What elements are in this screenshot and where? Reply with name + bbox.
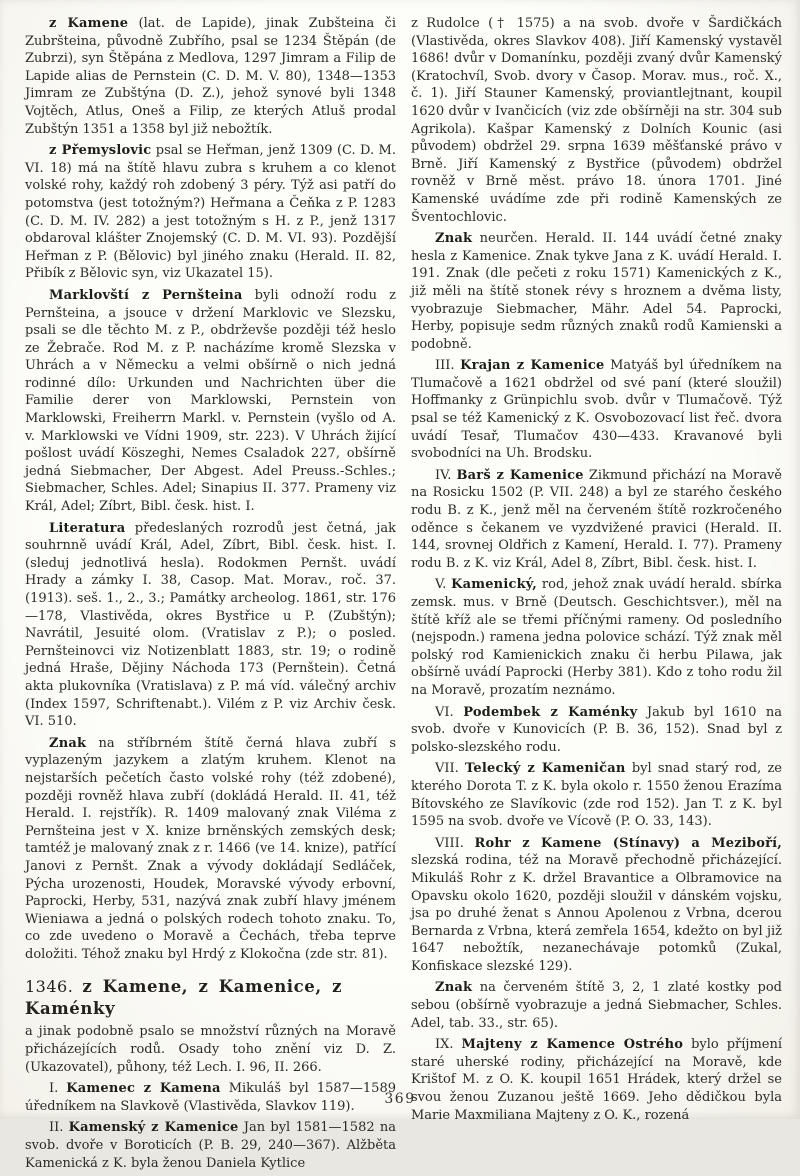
para-lead: Znak [435, 231, 473, 247]
para-text: na červeném štítě 3, 2, 1 zlaté kostky pod sebou (obšírně vyobrazuje a jedná Siebmacher, Schles. Adel, tab. 33., str. 65). [411, 980, 782, 1031]
para-text: z Rudolce († 1575) a na svob. dvoře v Šardičkách (Vlastivěda, okres Slavkov 408). Jiří Kamenský vystavěl 1686! dvůr v Domanínku, později zvaný dvůr Kamenský (Kratochvíl, Svob. dvory v Časop. Morav. mus., roč. X., č. 1). Jiří Stauner Kamenský, proviantlejtnant, koupil 1620 dvůr v Ivančicích (viz zde obšírněji na str. 304 sub Agrikola). Kašpar Kamenský z Dolních Kounic (asi původem) obdržel 29. srpna 1639 měšťanské právo v Brně. Jiří Kamenský z Bystřice (původem) obdržel rovněž v Brně měst. právo 18. února 1701. Jiné Kamenské uvádíme zde při rodině Kamenských ze Šventochlovic. [411, 16, 782, 225]
entry-lead: Kamenec z Kamena [66, 1081, 221, 1097]
entry-number: VII. [435, 761, 466, 777]
entry-lead: Kamenský z Kamenice [68, 1120, 239, 1136]
entry-number: VIII. [435, 835, 475, 851]
para-text: byli odnoží rodu z Pernšteina, a jsouce v držení Marklovic ve Slezsku, psali se dle těchto M. z P., obdrževše později též heslo ze Žebrače. Rod M. z P. nacházíme kromě Slezska v Uhrách a v Německu a velmi obšírně o nich jedná rodinné dílo: Urkunden und Nachrichten über die Familie derer von Marklowski, Pernstein von Marklowski, Freiherrn Markl. v. Pernstein (vyšlo od A. v. Marklowski ve Vídni 1909, str. 223). V Uhrách žijící pošlost uvádí Köszeghi, Nemes Csaladok 227, obšírně jedná Siebmacher, Der Abgest. Adel Preuss.-Schles.; Siebmacher, Schles. Adel; Sinapius II. 377. Prameny viz Král, Adel; Zíbrt, Bibl. česk. hist. I. [25, 287, 396, 515]
entry-vii-telecky [411, 760, 782, 830]
para-lead: z Přemyslovic [49, 143, 152, 159]
para-lead: Literatura [49, 520, 126, 536]
para-text: neurčen. Herald. II. 144 uvádí četné znaky hesla z Kamenice. Znak tykve Jana z K. uvádí Herald. I. 191. Znak (dle pečeti z roku 1571) Kamenických z K., již měli na štítě stonek révy s hroznem a dvěma listy, vyobrazuje Siebmacher, Mähr. Adel 54. Paprocki, Herby, popisuje sedm různých znaků rodů Kamienski a podobně. [411, 231, 782, 352]
entry-viii-rohr [411, 835, 782, 976]
right-column [411, 15, 782, 1176]
entry-number: IV. [435, 467, 457, 483]
entry-text: rod, jehož znak uvádí herald. sbírka zemsk. mus. v Brně (Deutsch. Geschichtsver.), měl na štítě kříž ale se třemi příčnými rameny. Od posledního (nejspodn.) ramena jedna polovice schází. Týž znak měl polský rod Kamienickich znaku či herbu Pilawa, jak obšírně uvádí Paprocki (Herby 381). Kdo z toho rodu žil na Moravě, prozatím neznámo. [411, 577, 782, 698]
entry-number: II. [49, 1120, 69, 1136]
para-lead: Marklovští z Pernšteina [49, 287, 243, 303]
entry-lead: Majteny z Kamence Ostrého [461, 1037, 684, 1053]
entry-lead: Rohr z Kamene (Stínavy) a Meziboří, [474, 835, 783, 851]
para-text: na stříbrném štítě černá hlava zubří s vyplazeným jazykem a zlatým kruhem. Klenot na nejstarších pečetích často volské rohy (též zdobené), později rovněž hlava zubří (dokládá Herald. II. 41, též Herald. I. rejstřík). R. 1409 malovaný znak Viléma z Pernšteina jest v X. knize brněnských zemských desk; tamtéž je malovaný znak z r. 1466 (ve 14. knize), patřící Janovi z Pernšt. Znak a vývody dokládají Sedláček, Pýcha urozenosti, Houdek, Moravské vývody erbovní, Paprocki, Herby, 531, nazývá znak zubří hlavy jménem Wieniawa a jedná o polských rodech tohoto znaku. To, co zde uvedeno o Moravě a Čechách, třeba teprve doložiti. Téhož znaku byl Hrdý z Klokočna (zde str. 81). [25, 735, 396, 962]
two-column-text [25, 15, 782, 1176]
entry-ii-kamensky [25, 1119, 396, 1172]
section-intro [25, 1023, 396, 1076]
left-column [25, 15, 396, 1176]
para-text: psal se Heřman, jenž 1309 (C. D. M. VI. 18) má na štítě hlavu zubra s kruhem a co klenot volské rohy, každý roh zdobený 3 péry. Týž asi patří do potomstva (jest totožným?) Heřmana a Čeňka z P. 1283 (C. D. M. IV. 282) a jest totožným s H. z P., jenž 1317 obdaroval klášter Znojemský (C. D. M. VI. 93). Pozdější Heřman z P. (Bělovic) byl jiného znaku (Herald. II. 82, Přibík z Bělovic syn, viz Ukazatel 15). [25, 143, 396, 282]
para-znak-pernstein [25, 735, 396, 964]
para-lead: z Kamene [49, 16, 129, 31]
para-lead: Znak [49, 735, 87, 751]
para-z-kamene [25, 15, 396, 138]
para-znak-neurcen [411, 230, 782, 353]
entry-lead: Barš z Kamenice [456, 467, 584, 483]
entry-text: Matyáš byl úředníkem na Tlumačově a 1621 obdržel od své paní (které sloužil) Hoffmanky z Grünpichlu svob. dvůr v Tlumačově. Týž psal se též Kamenický z K. Osvobozovací list řeč. dvora uvádí Tesař, Tlumačov 430—433. Kravanové byli svobodníci na Uh. Brodsku. [411, 358, 783, 462]
entry-number: V. [435, 577, 452, 593]
column-continuation [411, 15, 782, 226]
entry-text: byl snad starý rod, ze kterého Dorota T. z K. byla okolo r. 1550 ženou Erazíma Bítovského ze Slavíkovic (zde rod 152). Jan T. z K. byl 1595 na svob. dvoře ve Vícově (P. O. 33, 143). [411, 761, 782, 830]
section-number: 1346. [25, 977, 74, 997]
para-literatura [25, 520, 396, 731]
para-marklovsti [25, 287, 396, 516]
para-znak-rohr [411, 979, 782, 1032]
entry-text: bylo příjmení staré uherské rodiny, přicházející na Moravě, kde Krištof M. z O. K. koupil 1651 Hrádek, který držel se svou ženou Zuzanou ještě 1669. Jeho dědičkou byla Marie Maxmiliana Majteny z O. K., rozená [411, 1037, 782, 1123]
entry-number: VI. [435, 704, 464, 720]
entry-lead: Kamenický, [451, 577, 538, 593]
section-heading-1346 [25, 976, 396, 1020]
entry-number: I. [49, 1081, 67, 1097]
para-text: předeslaných rozrodů jest četná, jak souhrnně uvádí Král, Adel, Zíbrt, Bibl. česk. hist. I. (sleduj jednotlivá hesla). Rodokmen Pernšt. uvádí Hrady a zámky I. 38, Casop. Mat. Morav., roč. 37. (1913). seš. 1., 2., 3.; Památky archeolog. 1861, str. 176—178, Vlastivěda, okres Bystřice u P. (Zubštýn); Navrátil, Jesuité olom. (Vratislav z P.); o posled. Pernšteinovci viz Notizenblatt 1883, str. 19; o rodině jedná Hraše, Dějiny Náchoda 173 (Pernštein). Četná akta plukovníka (Vratislava) z P. má víd. válečný archiv (Index 1597, Schriftenabt.). Vilém z P. viz Archiv česk. VI. 510. [25, 520, 396, 730]
para-text: a jinak podobně psalo se množství různých na Moravě přicházejících rodů. Osady toho znění viz D. Z. (Ukazovatel), půhony, též Lech. I. 96, II. 266. [25, 1024, 396, 1075]
entry-text: Zikmund přichází na Moravě na Rosicku 1502 (P. VII. 248) a byl ze starého českého rodu B. z K., jenž měl na červeném štítě rozkročeného oděnce s čekanem ve vyzdvižené pravici (Herald. II. 144, srovnej Oldřich z Kamení, Herald. I. 77). Prameny rodu B. z K. viz Král, Adel 8, Zíbrt, Bibl. česk. hist. I. [411, 467, 782, 571]
entry-vi-podembek [411, 704, 782, 757]
entry-lead: Podembek z Kaménky [463, 704, 638, 720]
entry-iv-bars [411, 467, 782, 573]
para-text: (lat. de Lapide), jinak Zubšteina či Zubršteina, původně Zubřího, psal se 1234 Štěpán (de Zubrzi), syn Štěpána z Medlova, 1297 Jimram a Filip de Lapide alias de Pernstein (C. D. M. V. 80), 1348—1353 Jimram ze Zubštýna (D. Z.), jehož synové byli 1348 Vojtěch, Atlus, Oneš a Filip, ze kterých Atluš prodal Zubštýn 1351 a 1358 byl již nebožtík. [25, 16, 396, 137]
entry-text: Jan byl 1581—1582 na svob. dvoře v Boroticích (P. B. 29, 240—367). Alžběta Kamenická z K. byla ženou Daniela Kytlice [25, 1120, 396, 1171]
entry-iii-krajan [411, 357, 782, 463]
entry-text: Mikuláš byl 1587—1589 úředníkem na Slavkově (Vlastivěda, Slavkov 119). [25, 1081, 396, 1114]
para-lead: Znak [435, 980, 473, 996]
entry-lead: Telecký z Kameničan [465, 761, 626, 777]
entry-text: Jakub byl 1610 na svob. dvoře v Kunovicích (P. B. 36, 152). Snad byl z polsko-slezského rodu. [411, 704, 782, 755]
entry-v-kamenicky [411, 576, 782, 699]
entry-lead: Krajan z Kamenice [460, 358, 605, 374]
entry-ix-majteny [411, 1036, 782, 1124]
entry-number: III. [435, 358, 461, 374]
entry-number: IX. [435, 1037, 462, 1053]
page-number: 369 [384, 1091, 416, 1108]
para-z-premyslovic [25, 142, 396, 283]
entry-text: slezská rodina, též na Moravě přechodně přicházející. Mikuláš Rohr z K. držel Bravantice a Olbramovice na Opavsku okolo 1620, později sloužil v dánském vojsku, jsa po druhé ženat s Annou Apolenou z Vrbna, dcerou Bernarda z Vrbna, která zemřela 1654, kdežto on byl již 1647 nebožtík, nezanechávaje potomků (Zukal, Konfiskace slezské 129). [411, 853, 782, 974]
section-title: z Kamene, z Kamenice, z Kaménky [25, 977, 343, 1019]
